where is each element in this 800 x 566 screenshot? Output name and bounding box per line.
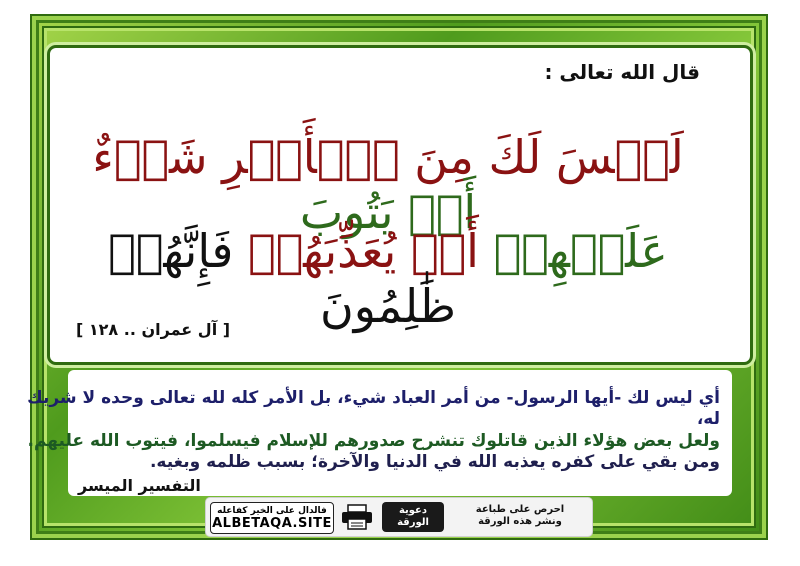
tafsir-text [0,388,720,473]
verse-segment: عَلَيۡهِمۡ [493,224,668,278]
verse-segment: أَوۡ يَتُوبَ [299,185,477,240]
print-note-line-1: احرص على طباعة [475,504,565,515]
verse-segment: أَوۡ يُعَذِّبَهُمۡ [247,224,494,278]
print-note-line-2: ونشر هذه الورقة [478,516,562,527]
verse-segment: لَيۡسَ لَكَ مِنَ ٱلۡأَمۡرِ شَيۡءٌ [92,130,684,184]
verse-segment: فَإِنَّهُمۡ ظَٰلِمُونَ [108,224,456,334]
footer-bar [206,498,592,536]
site-box [210,502,334,534]
tafsir-line-1: أي ليس لك -أيها الرسول- من أمر العباد شيء، بل الأمر كله لله تعالى وحده لا شريك له، [27,388,720,430]
verse-reference: [ آل عمران .. ١٢٨ ] [76,320,231,339]
verse-line-2 [72,224,704,334]
tafsir-source: التفسير الميسر [78,476,201,495]
tafsir-line-2: ولعل بعض هؤلاء الذين قاتلوك تنشرح صدورهم للإسلام فيسلموا، فيتوب الله عليهم. [27,430,720,451]
brand-logo: دعوية الورقة [382,502,444,532]
site-url: ALBETAQA.SITE [212,516,332,531]
site-tagline: فالدال على الخير كفاعله [217,506,327,516]
tafsir-line-3: ومن بقي على كفره يعذبه الله في الدنيا والآخرة؛ بسبب ظلمه وبغيه. [149,451,720,472]
printer-icon [340,504,374,530]
intro-text: قال الله تعالى : [544,60,700,84]
print-note [454,504,586,530]
